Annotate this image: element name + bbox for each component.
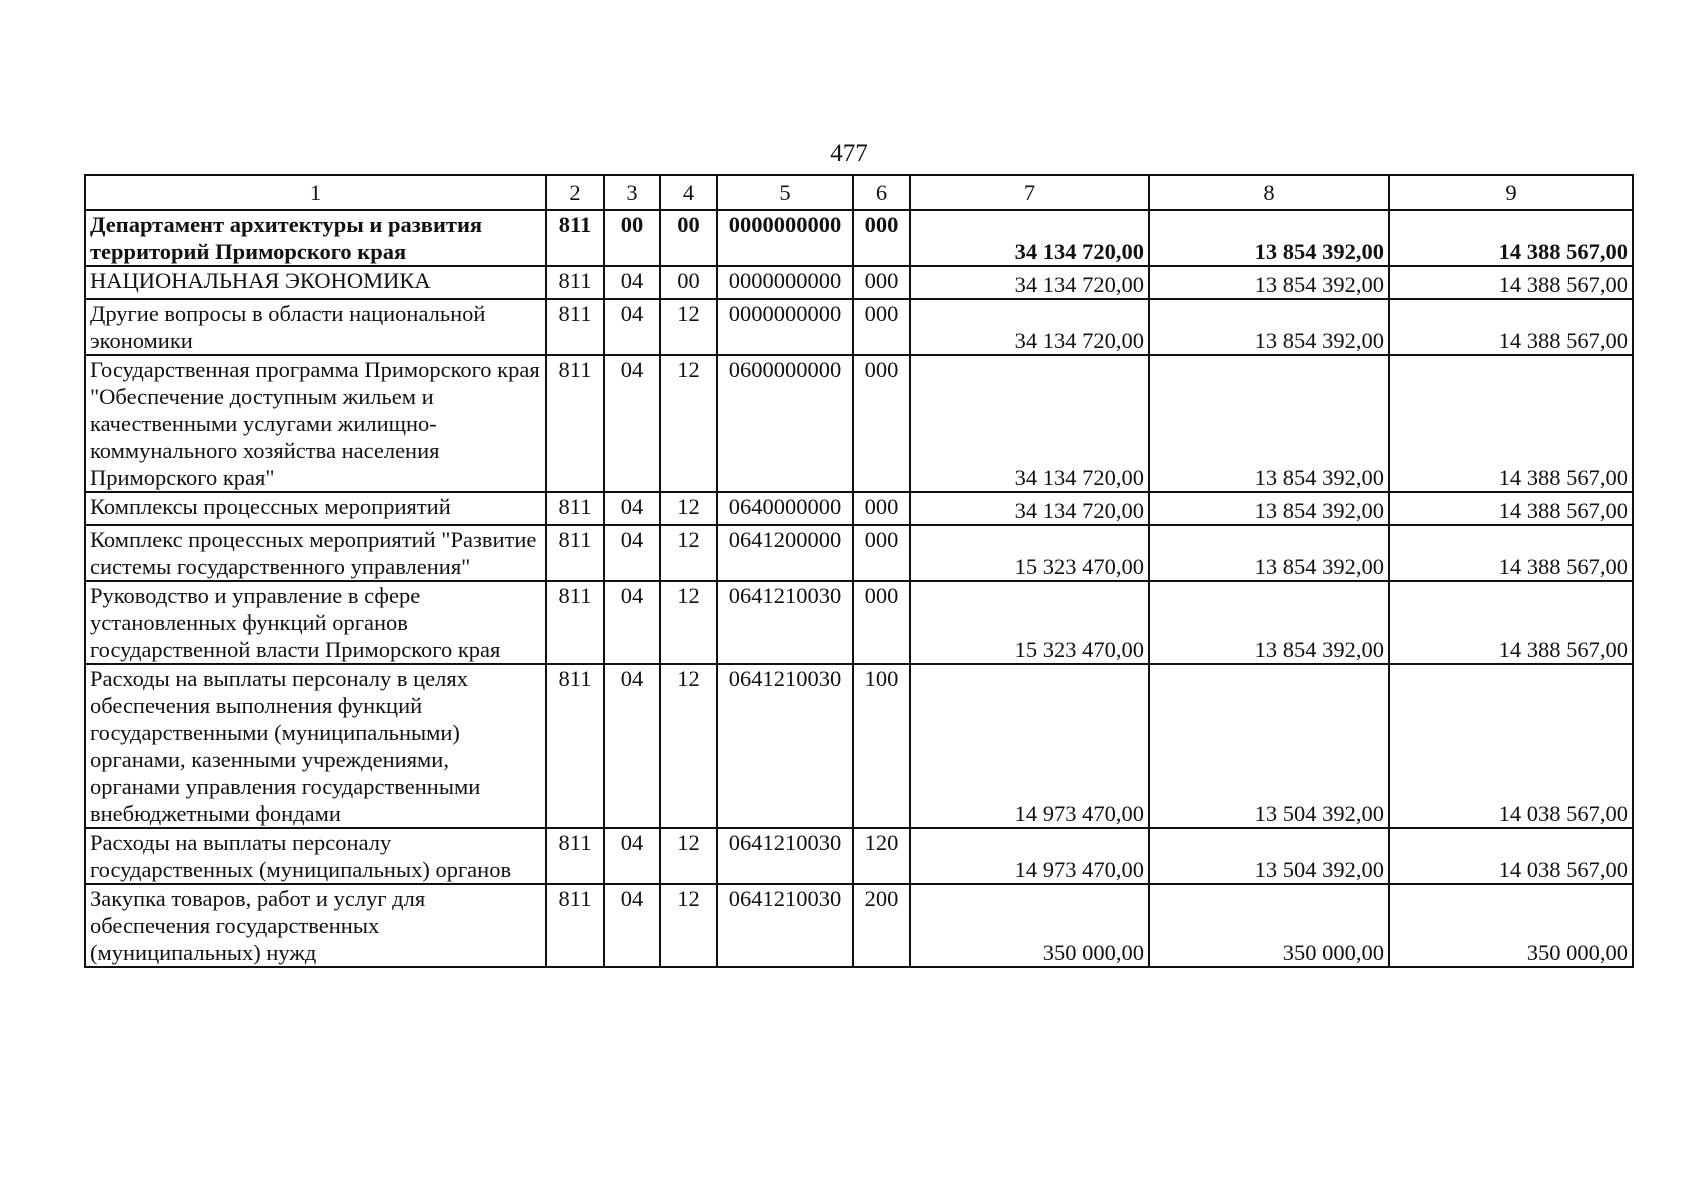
amount-cell-col9: 14 038 567,00 — [1389, 828, 1633, 884]
subsection-code-cell: 12 — [660, 299, 717, 355]
column-header-5: 5 — [717, 175, 853, 210]
amount-cell-col9: 14 038 567,00 — [1389, 664, 1633, 828]
expense-type-code-cell: 000 — [853, 581, 910, 664]
target-article-code-cell: 0000000000 — [717, 266, 853, 299]
expense-type-code-cell: 000 — [853, 210, 910, 266]
target-article-code-cell: 0641200000 — [717, 525, 853, 581]
row-name-cell: Государственная программа Приморского края "Обеспечение доступным жильем и качественными услугами жилищно-коммунального хозяйства населения Приморского края" — [85, 355, 546, 492]
amount-cell-col8: 13 854 392,00 — [1149, 210, 1389, 266]
column-header-9: 9 — [1389, 175, 1633, 210]
table-row — [85, 492, 1633, 525]
column-header-7: 7 — [910, 175, 1149, 210]
expense-type-code-cell: 000 — [853, 525, 910, 581]
row-name-cell: Закупка товаров, работ и услуг для обеспечения государственных (муниципальных) нужд — [85, 884, 546, 967]
column-number-header-row — [85, 175, 1633, 210]
target-article-code-cell: 0641210030 — [717, 581, 853, 664]
row-name-cell: Расходы на выплаты персоналу государственных (муниципальных) органов — [85, 828, 546, 884]
column-header-8: 8 — [1149, 175, 1389, 210]
amount-cell-col8: 350 000,00 — [1149, 884, 1389, 967]
section-code-cell: 04 — [604, 355, 660, 492]
target-article-code-cell: 0000000000 — [717, 210, 853, 266]
column-header-6: 6 — [853, 175, 910, 210]
chapter-code-cell: 811 — [546, 828, 604, 884]
table-row — [85, 581, 1633, 664]
subsection-code-cell: 12 — [660, 664, 717, 828]
amount-cell-col7: 34 134 720,00 — [910, 355, 1149, 492]
amount-cell-col7: 350 000,00 — [910, 884, 1149, 967]
chapter-code-cell: 811 — [546, 884, 604, 967]
expense-type-code-cell: 000 — [853, 299, 910, 355]
amount-cell-col9: 14 388 567,00 — [1389, 525, 1633, 581]
subsection-code-cell: 12 — [660, 581, 717, 664]
row-name-cell: Комплексы процессных мероприятий — [85, 492, 546, 525]
expense-type-code-cell: 200 — [853, 884, 910, 967]
row-name-cell: Руководство и управление в сфере установленных функций органов государственной власти Приморского края — [85, 581, 546, 664]
subsection-code-cell: 12 — [660, 355, 717, 492]
section-code-cell: 04 — [604, 884, 660, 967]
amount-cell-col7: 14 973 470,00 — [910, 664, 1149, 828]
subsection-code-cell: 12 — [660, 884, 717, 967]
row-name-cell: НАЦИОНАЛЬНАЯ ЭКОНОМИКА — [85, 266, 546, 299]
amount-cell-col8: 13 854 392,00 — [1149, 492, 1389, 525]
expense-type-code-cell: 000 — [853, 355, 910, 492]
chapter-code-cell: 811 — [546, 492, 604, 525]
target-article-code-cell: 0640000000 — [717, 492, 853, 525]
row-name-cell: Расходы на выплаты персоналу в целях обеспечения выполнения функций государственными (муниципальными) органами, казенными учреждениями, органами управления государственными внебюджетными фондами — [85, 664, 546, 828]
target-article-code-cell: 0641210030 — [717, 884, 853, 967]
section-code-cell: 04 — [604, 266, 660, 299]
section-code-cell: 00 — [604, 210, 660, 266]
section-code-cell: 04 — [604, 525, 660, 581]
amount-cell-col7: 15 323 470,00 — [910, 581, 1149, 664]
expense-type-code-cell: 120 — [853, 828, 910, 884]
section-code-cell: 04 — [604, 299, 660, 355]
table-body — [85, 175, 1633, 967]
amount-cell-col9: 14 388 567,00 — [1389, 266, 1633, 299]
budget-table — [84, 174, 1634, 968]
subsection-code-cell: 12 — [660, 525, 717, 581]
amount-cell-col8: 13 854 392,00 — [1149, 266, 1389, 299]
amount-cell-col8: 13 854 392,00 — [1149, 525, 1389, 581]
section-code-cell: 04 — [604, 664, 660, 828]
row-name-cell: Комплекс процессных мероприятий "Развитие системы государственного управления" — [85, 525, 546, 581]
row-name-cell: Департамент архитектуры и развития территорий Приморского края — [85, 210, 546, 266]
target-article-code-cell: 0641210030 — [717, 828, 853, 884]
table-row — [85, 266, 1633, 299]
page-number: 477 — [830, 140, 868, 167]
table-row — [85, 828, 1633, 884]
table-row — [85, 664, 1633, 828]
subsection-code-cell: 00 — [660, 266, 717, 299]
amount-cell-col9: 14 388 567,00 — [1389, 355, 1633, 492]
amount-cell-col8: 13 854 392,00 — [1149, 581, 1389, 664]
expense-type-code-cell: 000 — [853, 492, 910, 525]
subsection-code-cell: 12 — [660, 492, 717, 525]
column-header-1: 1 — [85, 175, 546, 210]
expense-type-code-cell: 100 — [853, 664, 910, 828]
amount-cell-col8: 13 854 392,00 — [1149, 299, 1389, 355]
row-name-cell: Другие вопросы в области национальной экономики — [85, 299, 546, 355]
chapter-code-cell: 811 — [546, 581, 604, 664]
table-row — [85, 210, 1633, 266]
section-code-cell: 04 — [604, 828, 660, 884]
table-row — [85, 299, 1633, 355]
table-row — [85, 525, 1633, 581]
amount-cell-col8: 13 504 392,00 — [1149, 664, 1389, 828]
subsection-code-cell: 12 — [660, 828, 717, 884]
amount-cell-col9: 350 000,00 — [1389, 884, 1633, 967]
amount-cell-col8: 13 854 392,00 — [1149, 355, 1389, 492]
expense-type-code-cell: 000 — [853, 266, 910, 299]
amount-cell-col7: 15 323 470,00 — [910, 525, 1149, 581]
chapter-code-cell: 811 — [546, 664, 604, 828]
chapter-code-cell: 811 — [546, 299, 604, 355]
amount-cell-col7: 34 134 720,00 — [910, 299, 1149, 355]
table-row — [85, 355, 1633, 492]
chapter-code-cell: 811 — [546, 210, 604, 266]
amount-cell-col9: 14 388 567,00 — [1389, 581, 1633, 664]
chapter-code-cell: 811 — [546, 266, 604, 299]
target-article-code-cell: 0000000000 — [717, 299, 853, 355]
amount-cell-col7: 14 973 470,00 — [910, 828, 1149, 884]
chapter-code-cell: 811 — [546, 525, 604, 581]
amount-cell-col9: 14 388 567,00 — [1389, 299, 1633, 355]
column-header-3: 3 — [604, 175, 660, 210]
section-code-cell: 04 — [604, 492, 660, 525]
amount-cell-col9: 14 388 567,00 — [1389, 210, 1633, 266]
column-header-2: 2 — [546, 175, 604, 210]
amount-cell-col7: 34 134 720,00 — [910, 210, 1149, 266]
amount-cell-col8: 13 504 392,00 — [1149, 828, 1389, 884]
subsection-code-cell: 00 — [660, 210, 717, 266]
table-row — [85, 884, 1633, 967]
target-article-code-cell: 0641210030 — [717, 664, 853, 828]
amount-cell-col7: 34 134 720,00 — [910, 492, 1149, 525]
chapter-code-cell: 811 — [546, 355, 604, 492]
target-article-code-cell: 0600000000 — [717, 355, 853, 492]
column-header-4: 4 — [660, 175, 717, 210]
amount-cell-col9: 14 388 567,00 — [1389, 492, 1633, 525]
amount-cell-col7: 34 134 720,00 — [910, 266, 1149, 299]
section-code-cell: 04 — [604, 581, 660, 664]
